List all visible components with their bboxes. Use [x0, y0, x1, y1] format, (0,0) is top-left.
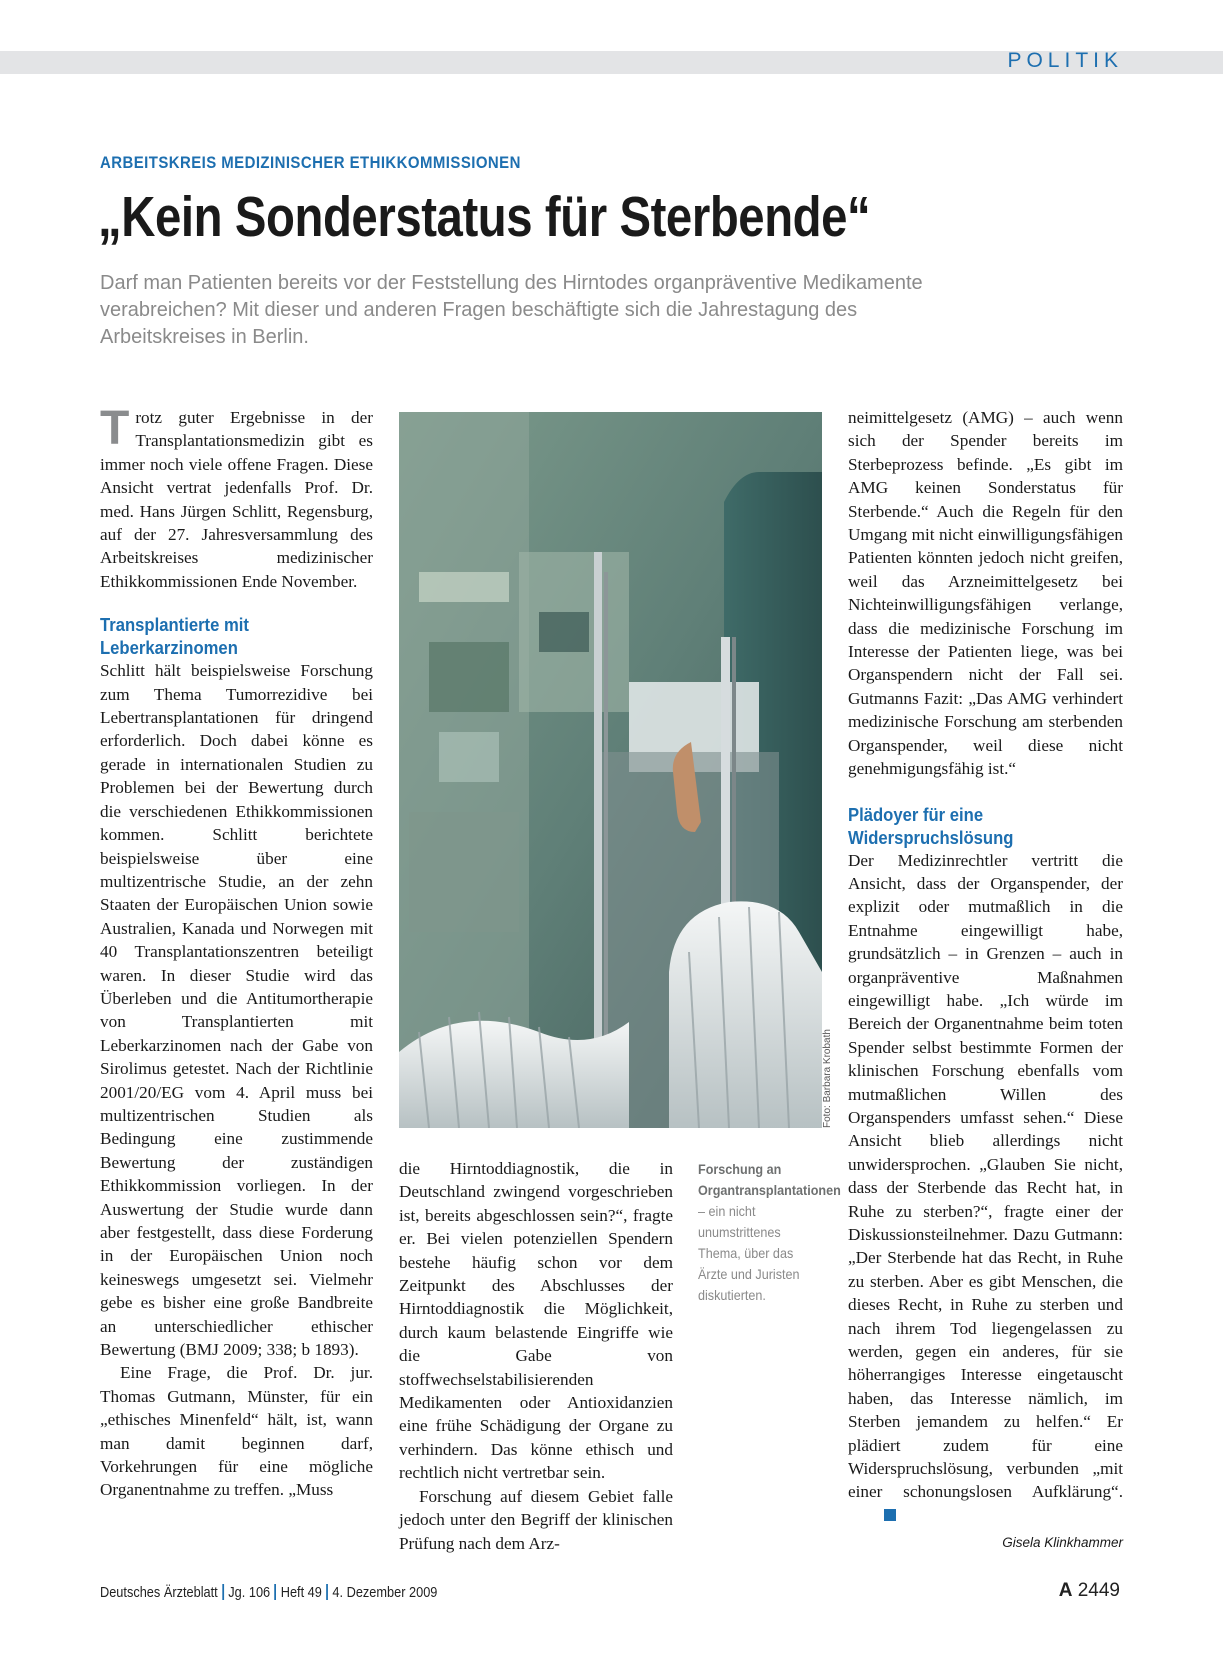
- journal-name: Deutsches Ärzteblatt: [100, 1585, 218, 1601]
- photo-caption: [698, 1159, 841, 1306]
- text-column-1: [100, 402, 373, 1502]
- page-prefix: A: [1058, 1580, 1073, 1601]
- photo-illustration: [399, 412, 822, 1128]
- author-name: Gisela Klinkhammer: [1002, 1535, 1123, 1551]
- paragraph-schlitt: Schlitt hält beispielsweise Forschung zum Thema Tumorrezidive bei Lebertransplantationen für dringend erforderlich. Doch dabei könne es gerade in internationalen Studien zu Problemen bei der Bewertung durch die verschiedenen Ethikkommissionen kommen. Schlitt berichtete beispielsweise über eine multizentrische Studie, an der zehn Staaten der Europäischen Union sowie Australien, Kanada und Norwegen mit 40 Transplantationszentren beteiligt waren. In dieser Studie wird das Überleben und die Antitumortherapie von Transplantierten mit Leberkarzinomen nach der Gabe von Sirolimus getestet. Nach der Richtlinie 2001/20/EG vom 4. April muss bei multizentrischen Studien als Bedingung eine zustimmende Bewertung der zuständigen Ethikkommission vorliegen. In der Auswertung der Studie wurde dann aber festgestellt, dass diese Forderung in der Europäischen Union noch keineswegs umgesetzt sei. Vielmehr gebe es bisher eine große Bandbreite an unterschiedlicher ethischer Bewertung (BMJ 2009; 338; b 1893).: [100, 661, 373, 1360]
- journal-volume: Jg. 106: [228, 1585, 271, 1601]
- text-column-2: [399, 1157, 673, 1555]
- footer-separator: [222, 1584, 224, 1600]
- page-value: 2449: [1077, 1580, 1120, 1601]
- paragraph-forschung: Forschung auf diesem Gebiet falle jedoch unter den Begriff der klinischen Prüfung nach dem Arz-: [399, 1486, 673, 1553]
- caption-text: – ein nicht unumstrittenes Thema, über das Ärzte und Juristen diskutierten.: [698, 1203, 800, 1303]
- page-number: [1059, 1580, 1120, 1602]
- subhead-widerspruch: Plädoyer für eine Widerspruchslösung: [848, 803, 1014, 848]
- end-square-icon: [884, 1509, 896, 1521]
- journal-date: 4. Dezember 2009: [332, 1585, 438, 1601]
- photo-credit: Foto: Barbara Krobath: [822, 1029, 833, 1128]
- article-photo: [399, 412, 822, 1128]
- medizinrechtler-text: Der Medizinrechtler vertritt die Ansicht, dass der Organspender, der explizit oder mutmaßlich in die Entnahme eingewilligt habe, grundsätzlich – in Grenzen – auch in organpräventive Maßnahmen eingewilligt habe. „Ich würde im Bereich der Organentnahme beim toten Spender selbst bestimmte Formen der klinischen Forschung ebenfalls vom mutmaßlichen Willen des Organspenders umfasst sehen.“ Diese Ansicht blieb allerdings nicht unwidersprochen. „Glauben Sie nicht, dass der Sterbende das Recht hat, in Ruhe zu sterben?“, fragte einer der Diskussionsteilnehmer. Dazu Gutmann: „Der Sterbende hat das Recht, in Ruhe zu sterben. Aber es gibt Menschen, die dieses Recht, in Ruhe zu sterben und nach ihrem Tod liegengelassen zu werden, gegen ein anderes, für sie höherrangiges Interesse eingetauscht haben, das Interesse nämlich, im Sterben jemandem zu helfen.“ Er plädiert zudem für eine Widerspruchslösung, verbunden „mit einer schonungslosen Aufklärung“.: [848, 850, 1123, 1502]
- footer-separator: [326, 1584, 328, 1600]
- paragraph-medizinrechtler: [848, 849, 1123, 1528]
- footer-separator: [275, 1584, 277, 1600]
- paragraph-hirntod: die Hirntoddiagnostik, die in Deutschland zwingend vorgeschrieben ist, bereits abgeschlossen sein?“, fragte er. Bei vielen potenziellen Spendern bestehe häufig schon vor dem Zeitpunkt des Abschlusses der Hirntoddiagnostik die Möglichkeit, durch kaum belastende Eingriffe wie die Gabe von stoffwechselstabilisierenden Medikamenten oder Antioxidanzien eine frühe Schädigung der Organe zu verhindern. Das könne ethisch und rechtlich nicht vertretbar sein.: [399, 1159, 673, 1483]
- footer-citation: [100, 1584, 437, 1601]
- dropcap: T: [100, 402, 130, 455]
- text-column-3: [848, 406, 1123, 1555]
- intro-paragraph: [100, 402, 373, 593]
- paragraph-amg: neimittelgesetz (AMG) – auch wenn sich der Spender bereits im Sterbeprozess befinde. „Es gibt im AMG keinen Sonderstatus für Sterbende.“ Auch die Regeln für den Umgang mit nicht einwilligungsfähigen Patienten könnten jedoch nicht greifen, weil das Arzneimittelgesetz bei Nichteinwilligungsfähigen verlange, dass die medizinische Forschung im Interesse der Patienten liege, was bei Organspendern nicht der Fall sei. Gutmanns Fazit: „Das AMG verhindert medizinische Forschung am sterbenden Organspender, weil diese nicht genehmigungsfähig ist.“: [848, 408, 1123, 779]
- section-label: POLITIK: [1007, 49, 1123, 72]
- subhead-leberkarzinomen: Transplantierte mit Leberkarzinomen: [100, 614, 249, 659]
- caption-bold: Forschung an Organtransplantationen: [698, 1161, 841, 1198]
- article-lead: Darf man Patienten bereits vor der Feststellung des Hirntodes organpräventive Medikamente verabreichen? Mit dieser und anderen Fragen beschäftigte sich die Jahrestagung des Arbeitskreises in Berlin.: [100, 272, 923, 348]
- journal-issue: Heft 49: [280, 1585, 322, 1601]
- article-headline: „Kein Sonderstatus für Sterbende“: [98, 185, 871, 249]
- intro-text: rotz guter Ergebnisse in der Transplantationsmedizin gibt es immer noch viele offene Fragen. Diese Ansicht vertrat jedenfalls Prof. Dr. med. Hans Jürgen Schlitt, Regensburg, auf der 27. Jahresversammlung des Arbeitskreises medizinischer Ethikkommissionen Ende November.: [100, 408, 373, 591]
- article-kicker: ARBEITSKREIS MEDIZINISCHER ETHIKKOMMISSIONEN: [100, 153, 521, 172]
- paragraph-gutmann: Eine Frage, die Prof. Dr. jur. Thomas Gutmann, Münster, für ein „ethisches Minenfeld“ hält, ist, wann man damit beginnen darf, Vorkehrungen für eine mögliche Organentnahme zu treffen. „Muss: [100, 1363, 373, 1500]
